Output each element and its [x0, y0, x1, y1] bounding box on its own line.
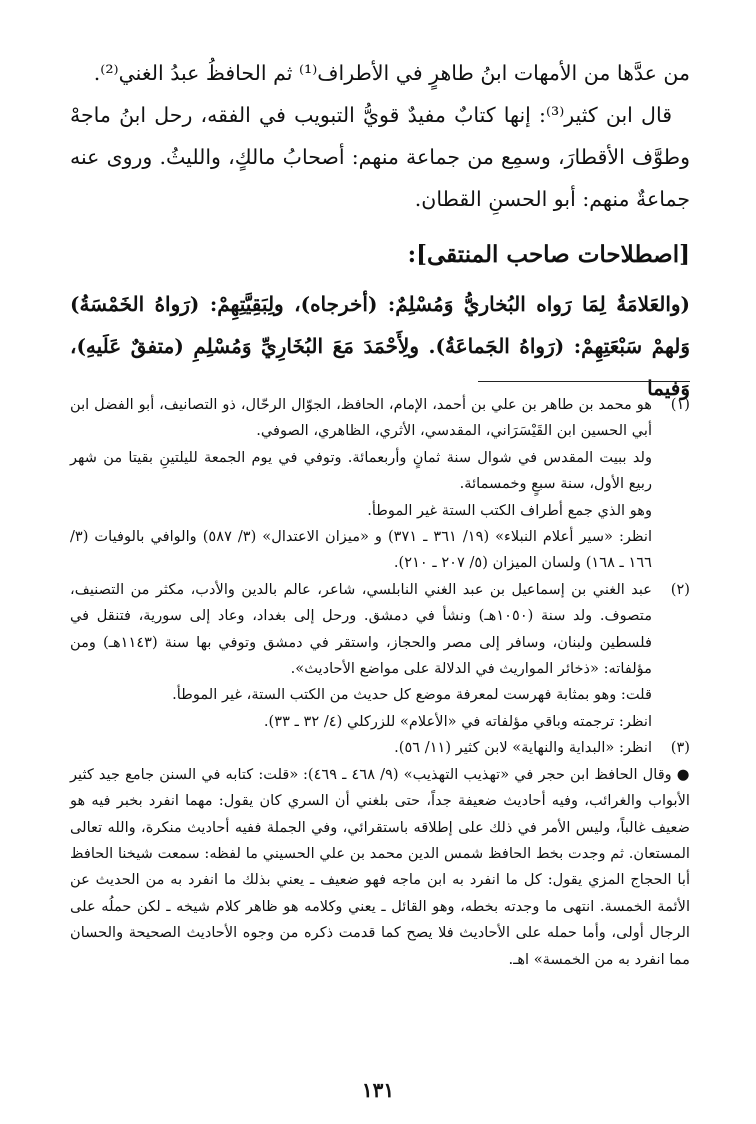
- footnote-text: ولد ببيت المقدس في شوال سنة ثمانٍ وأربعمائة. وتوفي في يوم الجمعة لليلتينِ بقيتا من شهر ربيع الأول، سنة سبعٍ وخمسمائة.: [70, 448, 652, 493]
- main-text: [70, 52, 690, 220]
- ibn-hajar-note: [70, 762, 690, 973]
- footnote-2: [70, 577, 690, 735]
- section-heading: [اصطلاحات صاحب المنتقى]:: [407, 241, 690, 268]
- footnote-text: هو محمد بن طاهر بن علي بن أحمد، الإمام، الحافظ، الجوّال الرحّال، ذو التصانيف، أبو الفضل ابن أبي الحسين ابن القَيْسَرَاني، المقدسي، الأثري، الظاهري، الصوفي.: [70, 396, 652, 440]
- footnote-text: وهو الذي جمع أطراف الكتب الستة غير الموطأ.: [367, 501, 652, 519]
- footnote-number: (١): [670, 396, 690, 413]
- footnotes: [70, 392, 690, 973]
- footnote-text: انظر: ترجمته وباقي مؤلفاته في «الأعلام» للزركلي (٤/ ٣٢ ـ ٣٣).: [263, 712, 652, 730]
- footnote-text: ● وقال الحافظ ابن حجر في «تهذيب التهذيب» (٩/ ٤٦٨ ـ ٤٦٩): «قلت: كتابه في السنن جامع جيد كثير الأبواب والغرائب، وفيه أحاديث ضعيفة جداً، حتى بلغني أن السري كان يقول: مهما انفرد بخبر فيه هو ضعيف غالباً، وليس الأمر في ذلك على إطلاقه باستقرائي، وفي الجملة ففيه أحاديث منكرة، والله تعالى المستعان. ثم وجدت بخط الحافظ شمس الدين محمد بن علي الحسيني ما لفظه: سمعت شيخنا الحافظ أبا الحجاج المزي يقول: كل ما انفرد به ابن ماجه فهو ضعيف ـ يعني بذلك ما انفرد به من الحديث عن الأئمة الخمسة. انتهى ما وجدته بخطه، وهو القائل ـ يعني وكلامه هو ظاهر كلام شيخه ـ لكن حملُه على الرجال أولى، وأما حمله على الأحاديث فلا يصح كما قدمت ذكره من وجوه الأحاديث الصحيحة والحسان مما انفرد به من الخمسة» اهـ.: [70, 765, 690, 968]
- ibn-kathir-paragraph: قال ابن كثير⁽³⁾: إنها كتابٌ مفيدٌ قويُّ التبويب في الفقه، رحل ابنُ ماجهْ وطوَّف الأقطارَ، وسمِع من جماعة منهم: أصحابُ مالكٍ، والليثُ. وروى عنه جماعةٌ منهم: أبو الحسنِ القطان.: [70, 103, 690, 211]
- footnote-text: عبد الغني بن إسماعيل بن عبد الغني النابلسي، شاعر، عالم بالدين والأدب، مكثر من التصنيف، متصوف. ولد سنة (١٠٥٠هـ) ونشأ في دمشق. ورحل إلى بغداد، وعاد إلى سورية، فتنقل في فلسطين ولبنان، وسافر إلى مصر والحجاز، واستقر في دمشق وتوفي بها سنة (١١٤٣هـ) ومن مؤلفاته: «ذخائر المواريث في الدلالة على مواضع الأحاديث».: [70, 580, 653, 678]
- intro-line: من عدَّها من الأمهات ابنُ طاهرٍ في الأطراف⁽¹⁾ ثم الحافظُ عبدُ الغني⁽²⁾.: [93, 61, 690, 85]
- footnote-number: (٣): [670, 739, 690, 757]
- page-number: ١٣١: [361, 1078, 395, 1102]
- footnote-separator: [478, 381, 690, 382]
- footnote-number: (٢): [670, 580, 690, 598]
- footnote-text: قلت: وهو بمثابة فهرست لمعرفة موضع كل حديث من الكتب الستة، غير الموطأ.: [172, 686, 652, 704]
- footnote-text: انظر: «البداية والنهاية» لابن كثير (١١/ ٥٦).: [394, 739, 652, 757]
- footnote-3: [70, 735, 690, 761]
- footnote-1: [70, 392, 690, 577]
- footnote-text: انظر: «سير أعلام النبلاء» (١٩/ ٣٦١ ـ ٣٧١) و «ميزان الاعتدال» (٣/ ٥٨٧) والوافي بالوفيات (٣/ ١٦٦ ـ ١٦٨) ولسان الميزان (٥/ ٢٠٧ ـ ٢١٠).: [70, 528, 653, 572]
- muntaqa-terms-paragraph: (والعَلامَةُ لِمَا رَواه البُخاريُّ وَمُسْلِمٌ: (أخرجاه)، ولِبَقِيَّتِهِمْ: (رَواهُ الخَمْسَةُ) وَلهمْ سَبْعَتِهِمْ: (رَواهُ الجَماعَةُ). ولِأَحْمَدَ مَعَ البُخَارِيِّ وَمُسْلِمِ (متفقٌ عَلَيهِ)، وَفيما: [70, 292, 690, 400]
